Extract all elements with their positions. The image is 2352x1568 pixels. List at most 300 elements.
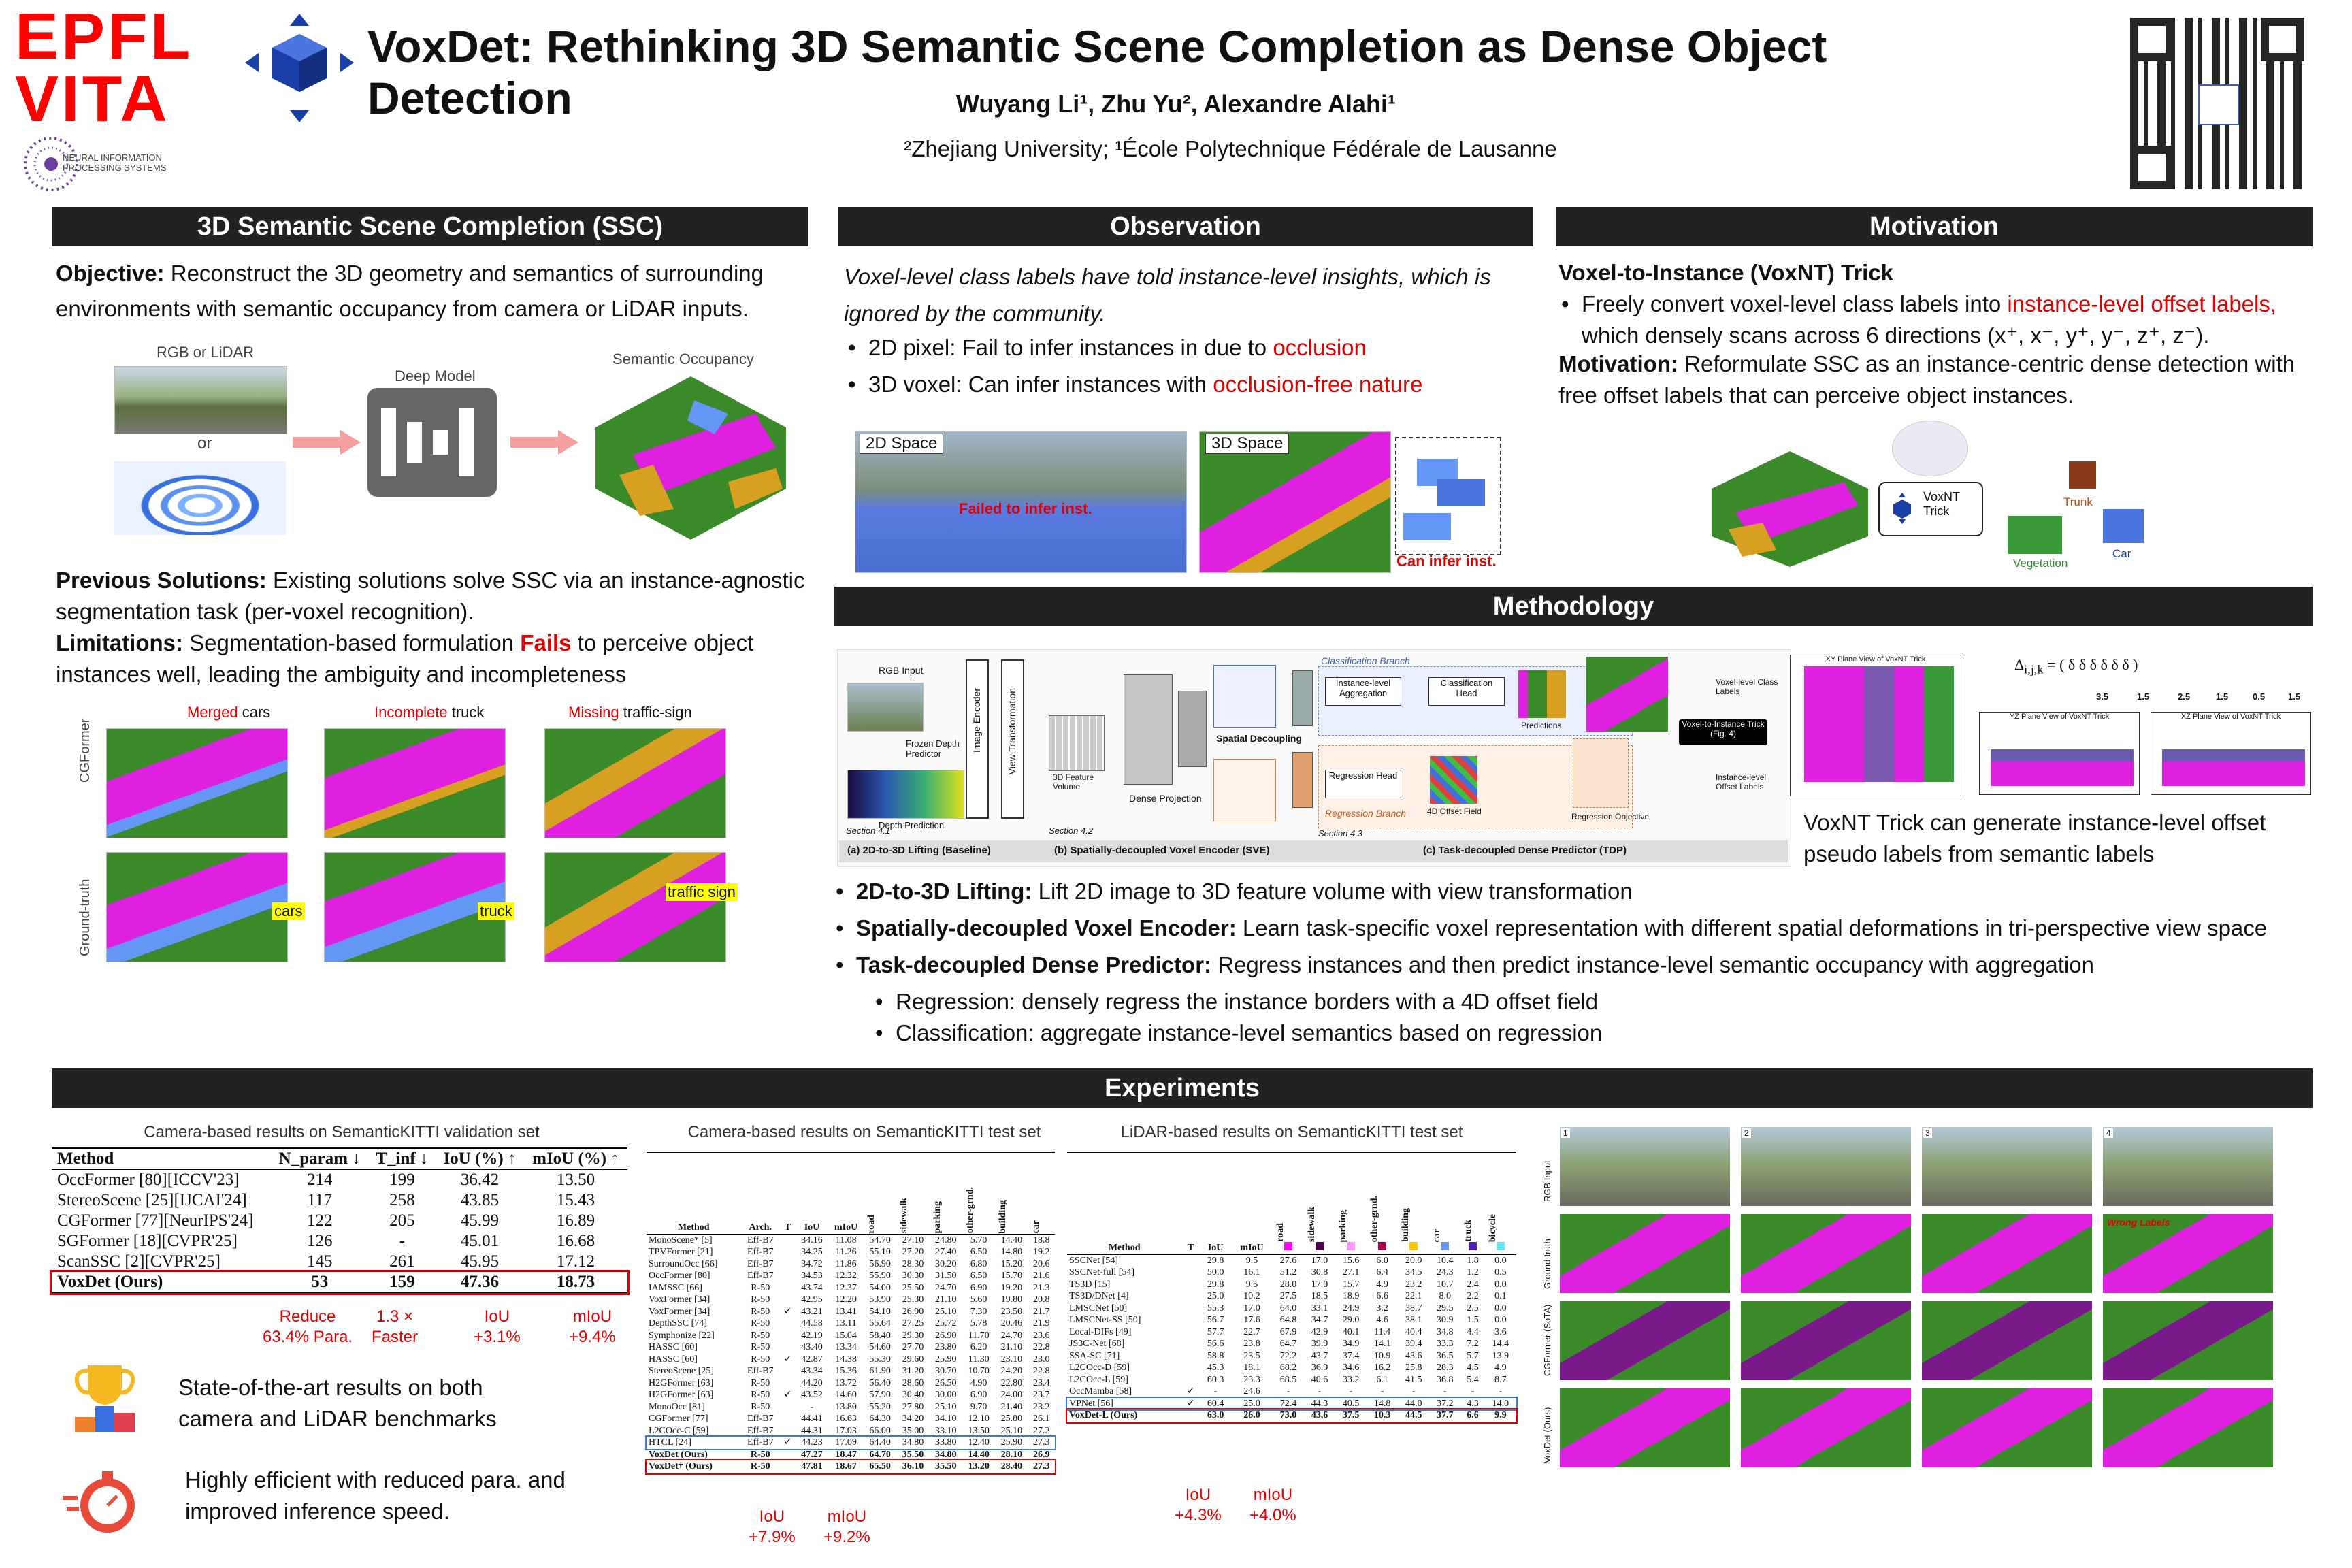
viz-row-label: VoxDet (Ours) [1542,1407,1552,1463]
table-row [52,1211,627,1231]
fig-rgb-label: RGB Input [879,665,924,676]
table-row [1067,1338,1516,1350]
wrong-labels-tag: Wrong Labels [2107,1217,2170,1228]
table-cell: 5.60 [970,1294,987,1305]
table-cell: 53.90 [869,1294,891,1305]
gain-annotation [823,1507,870,1548]
gain-line: +7.9% [749,1528,796,1546]
table-cell: IAMSSC [66] [649,1282,702,1293]
table-cell: 199 [389,1171,415,1189]
viz-cell [1741,1127,1911,1206]
table-cell [780,1234,796,1246]
table-cell: 37.4 [1342,1350,1360,1361]
table-cell: 21.40 [1000,1401,1023,1412]
observation-lead: Voxel-level class labels have told instance-level insights, which is ignored by the community. [844,264,1491,326]
table-cell: 23.8 [1243,1339,1260,1349]
method-sub-bullet-2: Classification: aggregate instance-level semantics based on regression [896,1020,1603,1045]
table-cell: 34.9 [1342,1339,1360,1349]
tag-cars: cars [272,902,305,920]
table-cell: VoxDet-L (Ours) [1069,1410,1138,1420]
t2-caption: Camera-based results on SemanticKITTI test set [687,1123,1041,1141]
table-cell: 68.2 [1279,1362,1297,1373]
t3-header [1273,1152,1304,1254]
viz-cell [1922,1301,2092,1380]
t2-header [962,1152,995,1234]
t3-header-label: road [1275,1223,1286,1242]
table-cell: 22.8 [1033,1366,1050,1376]
table-cell: Symphonize [22] [649,1330,715,1341]
table-cell: 47.36 [460,1273,500,1291]
table-cell: 25.30 [902,1294,924,1305]
table-cell: CGFormer [77] [649,1414,708,1424]
class-swatch [1497,1242,1505,1250]
motivation-text: Motivation: Reformulate SSC as an instance-centric dense detection with free offset labels that can perceive object instances. [1558,351,2296,408]
t2-header [995,1152,1028,1234]
gain-line: Faster [372,1328,419,1346]
table-cell: DepthSSC [74] [649,1318,707,1328]
table-cell: 36.5 [1437,1350,1454,1361]
table-row [647,1330,1055,1342]
t3-gains [1175,1485,1311,1539]
table-cell: 20.46 [1000,1318,1023,1328]
t2-header [864,1152,896,1234]
table-cell: 3.2 [1376,1303,1388,1313]
table-cell: 0.5 [1494,1267,1507,1277]
viz-col-index: 2 [1742,1128,1751,1138]
table-cell: 40.6 [1311,1374,1328,1385]
table-cell: 12.32 [835,1271,857,1281]
table-cell: 20.8 [1033,1294,1050,1305]
t3-header: T [1188,1243,1194,1253]
table-cell: L2COcc-D [59] [1069,1362,1130,1373]
table-cell: 20.9 [1405,1255,1422,1266]
table-cell: 29.30 [902,1330,924,1341]
table-cell: R-50 [751,1318,770,1328]
table-cell: 159 [389,1273,415,1291]
table-cell [1181,1362,1200,1374]
table-cell: 64.40 [869,1437,891,1448]
table-cell: 14.60 [835,1390,857,1400]
gain-line: 63.4% Para. [263,1328,353,1346]
table-cell: 14.8 [1373,1398,1391,1409]
table-cell: 13.72 [835,1377,857,1388]
table-cell: Eff-B7 [747,1235,774,1245]
fig-dense-label: Dense Projection [1129,793,1202,804]
table-cell: 0.0 [1494,1315,1507,1325]
t3-header-label: car [1432,1228,1443,1242]
table-cell: 34.80 [902,1437,924,1448]
table-cell: 10.3 [1373,1410,1391,1420]
gain-annotation [372,1307,418,1348]
table-cell: 24.70 [1000,1330,1023,1341]
table-cell: 64.70 [869,1449,891,1460]
t3-header [1304,1152,1335,1254]
viz-cell [1560,1127,1730,1206]
table-cell: 30.8 [1311,1267,1328,1277]
table-cell: 33.2 [1342,1374,1360,1385]
table-cell: 17.0 [1311,1279,1328,1290]
table-cell: R-50 [751,1401,770,1412]
table-row [647,1306,1055,1318]
table-cell: 18.8 [1033,1235,1050,1245]
table-cell: 5.70 [970,1235,987,1245]
table-cell: 33.10 [935,1425,957,1436]
table-cell: 43.34 [801,1366,823,1376]
table-cell: 6.4 [1376,1267,1388,1277]
table-cell: 6.20 [970,1342,987,1352]
viz-row-label: CGFormer (SoTA) [1542,1304,1552,1376]
table-cell: - [1411,1386,1416,1396]
table-cell: 34.80 [935,1449,957,1460]
table-cell: 42.19 [801,1330,823,1341]
table-cell: StereoScene [25] [649,1366,715,1376]
table-cell: 64.30 [869,1414,891,1424]
viz-row-label: Ground-truth [1542,1239,1552,1289]
table-cell: 45.99 [460,1211,500,1230]
table-cell: 6.90 [970,1390,987,1400]
fig-reg-branch: Regression Branch [1325,808,1407,819]
observation-bullet-1: 2D pixel: Fail to infer instances in due to occlusion [868,335,1367,360]
table-cell: 54.60 [869,1342,891,1352]
t3-header-label: bicycle [1487,1213,1498,1242]
table-cell: 4.3 [1467,1398,1479,1409]
fig-reg-head: Regression Head [1325,770,1401,798]
table-cell [780,1318,796,1330]
class-swatch [1378,1242,1386,1250]
table-cell: 15.6 [1342,1255,1360,1266]
table-cell: ✓ [783,1390,792,1400]
table-cell [1181,1326,1200,1339]
table-cell: 34.5 [1405,1267,1422,1277]
table-cell: 28.0 [1279,1279,1297,1290]
table-cell: 13.41 [835,1306,857,1317]
table-cell: 16.1 [1243,1267,1260,1277]
lidar-input-image [114,461,286,535]
gain-line: +4.3% [1175,1506,1222,1524]
vegetation-voxels [2008,516,2062,554]
table-cell: 23.0 [1033,1354,1050,1365]
table-cell: 18.5 [1311,1291,1328,1301]
row-label-gt: Ground-truth [78,879,93,956]
class-swatch [1409,1242,1418,1250]
table-cell: - [1349,1386,1353,1396]
gain-line: mIoU [1253,1486,1293,1504]
epfl-logo-text: EPFL [15,0,193,73]
table-cell: 73.0 [1279,1410,1297,1420]
table-cell: 11.70 [968,1330,990,1341]
table-cell: R-50 [750,1461,770,1471]
table-cell: 11.86 [835,1258,857,1269]
fig-val-4: 0.5 [2253,691,2266,702]
table-cell: 126 [307,1232,333,1250]
table-row [1067,1279,1516,1291]
table-cell: 14.4 [1492,1339,1509,1349]
table-cell [1181,1267,1200,1279]
table-cell: 29.8 [1207,1255,1224,1266]
table-row-ours [52,1272,627,1293]
table-cell: 25.90 [935,1354,957,1365]
table-cell: 14.40 [968,1449,990,1460]
table-cell: R-50 [751,1330,770,1341]
table-cell: 12.40 [968,1437,990,1448]
table-cell: 24.80 [935,1235,957,1245]
table-cell: 72.2 [1279,1350,1297,1361]
poster-title: VoxDet: Rethinking 3D Semantic Scene Completion as Dense Object Detection [368,21,1827,123]
motivation-heading: Motivation [1556,207,2313,246]
table-cell: 13.50 [556,1171,595,1189]
table-row [647,1449,1055,1461]
cube-arrows-icon [1886,493,1918,524]
table-cell: - [1318,1386,1322,1396]
fig-vtoi-box: Voxel-to-Instance Trick (Fig. 4) [1679,719,1767,745]
can-label: Can infer inst. [1396,553,1497,570]
table-cell: - [1213,1386,1218,1396]
table-cell: 23.7 [1033,1390,1050,1400]
qr-code[interactable] [2130,18,2304,189]
table-cell: 25.90 [1000,1437,1023,1448]
table-cell: 40.4 [1405,1326,1422,1337]
table-row [647,1246,1055,1258]
table-cell: 26.50 [935,1377,957,1388]
table-row [647,1460,1055,1473]
table-cell: SurroundOcc [66] [649,1258,718,1269]
fig-yz-label: YZ Plane View of VoxNT Trick [2009,713,2110,721]
table-row [52,1190,627,1211]
table-cell: 58.8 [1207,1350,1224,1361]
fig-spatial-label: Spatial Decoupling [1216,733,1303,744]
neurips-logo-text: NEURAL INFORMATION PROCESSING SYSTEMS [63,152,167,173]
tag-2d-space: 2D Space [860,434,943,454]
table-cell: 42.95 [801,1294,823,1305]
table-cell: 60.4 [1207,1398,1224,1409]
table-cell: TS3D/DNet [4] [1069,1291,1129,1301]
t3-header [1398,1152,1429,1254]
table-cell: 25.10 [935,1306,957,1317]
table-cell: 6.0 [1376,1255,1388,1266]
cgformer-case-2 [324,728,506,838]
table-cell: 25.50 [902,1282,924,1293]
viz-cell [1741,1214,1911,1293]
table-cell: 17.12 [556,1252,595,1271]
point-efficient: Highly efficient with reduced para. and improved inference speed. [185,1467,566,1524]
table-cell: 15.43 [556,1191,595,1209]
table-cell: 56.40 [869,1377,891,1388]
fig-offset-label: 4D Offset Field [1427,806,1482,816]
vita-logo-text: VITA [15,63,170,135]
table-cell: VoxDet† (Ours) [649,1461,713,1471]
table-row [647,1294,1055,1306]
table-cell: HASSC [60] [649,1342,698,1352]
table-cell: 122 [307,1211,333,1230]
gt-case-1 [106,852,288,962]
table-cell: 2.2 [1467,1291,1479,1301]
label-car: Car [2112,547,2132,560]
table-cell: 24.70 [935,1282,957,1293]
table-cell: 38.7 [1405,1303,1422,1313]
observation-instance-zoom [1395,437,1501,555]
table-cell: 26.90 [935,1330,957,1341]
t2-header: mIoU [834,1222,858,1232]
fig-cls-head: Classification Head [1428,677,1505,706]
table-cell: 23.10 [1000,1354,1023,1365]
table-cell: 261 [389,1252,415,1271]
table-cell: 21.10 [1000,1342,1023,1352]
table-cell: ✓ [783,1437,792,1448]
table-cell: 61.90 [869,1366,891,1376]
table-cell: 23.4 [1033,1377,1050,1388]
table-cell: 29.0 [1342,1315,1360,1325]
rgb-input-thumb [847,683,924,732]
fig-depth-label: Depth Prediction [879,820,945,830]
table-cell: 27.80 [902,1401,924,1412]
table-cell: 13.9 [1492,1350,1509,1361]
t2-header [930,1152,962,1234]
table-cell: 30.30 [902,1271,924,1281]
table-cell: 2.5 [1467,1303,1479,1313]
observation-bullet-2: 3D voxel: Can infer instances with occlusion-free nature [868,372,1423,397]
table-cell [1181,1279,1200,1291]
gain-annotation [569,1307,616,1348]
table-cell [1181,1290,1200,1303]
trick-title: Voxel-to-Instance (VoxNT) Trick [1558,260,1894,285]
fig-encoder-label: Image Encoder [971,688,982,753]
table-cell: 27.10 [902,1235,924,1245]
gain-line: IoU [1185,1486,1211,1504]
arrow-icon [510,429,578,456]
viz-cell [1741,1388,1911,1467]
table-cell: 64.7 [1279,1339,1297,1349]
table-row [1067,1326,1516,1339]
t1-caption: Camera-based results on SemanticKITTI validation set [144,1123,540,1141]
table-cell [780,1246,796,1258]
table-row [1067,1267,1516,1279]
table-cell: 42.9 [1311,1326,1328,1337]
table-row [52,1170,627,1191]
class-swatch [1316,1242,1324,1250]
table-cell [780,1449,796,1461]
table-row [52,1231,627,1252]
table-cell: 12.20 [835,1294,857,1305]
table-cell: 6.50 [970,1247,987,1257]
table-cell: SSA-SC [71] [1069,1350,1120,1361]
table-row [1067,1398,1516,1410]
table-cell: VoxDet (Ours) [57,1273,163,1291]
t1-header: Method [57,1149,114,1168]
table-cell: 30.20 [935,1258,957,1269]
table-cell: 2.4 [1467,1279,1479,1290]
table-cell: 43.40 [801,1342,823,1352]
table-row [647,1318,1055,1330]
table-cell: 26.9 [1033,1449,1050,1460]
table-cell: 28.3 [1437,1362,1454,1373]
table-cell: 4.9 [1376,1279,1388,1290]
table-cell: 30.00 [935,1390,957,1400]
gain-annotation [1175,1485,1222,1526]
table-cell: 36.8 [1437,1374,1454,1385]
table-cell: 21.10 [935,1294,957,1305]
table-cell: 13.50 [968,1425,990,1436]
table-cell: 15.04 [835,1330,857,1341]
validation-table [52,1147,627,1294]
table-row [1067,1314,1516,1326]
table-cell: 23.80 [935,1342,957,1352]
limitations-text-a: Segmentation-based formulation [183,630,521,655]
table-cell: 37.5 [1342,1410,1360,1420]
gain-line: +9.4% [569,1328,616,1346]
table-cell: 55.30 [869,1354,891,1365]
table-cell: 10.7 [1437,1279,1454,1290]
table-cell: 4.5 [1467,1362,1479,1373]
table-cell [780,1282,796,1294]
table-cell: - [810,1401,814,1412]
table-cell [1181,1374,1200,1386]
tag-3d-space: 3D Space [1205,434,1289,454]
fig-view-label: View Transformation [1007,688,1017,775]
table-cell: 65.50 [869,1461,891,1471]
table-cell: 43.52 [801,1390,823,1400]
table-cell: 36.10 [902,1461,924,1471]
table-cell: 9.9 [1494,1410,1507,1420]
table-cell [1181,1314,1200,1326]
t2-gains [749,1507,885,1561]
stopwatch-icon [63,1469,143,1537]
fig-inst-agg: Instance-level Aggregation [1325,677,1401,706]
viz-col-index: 1 [1561,1128,1570,1138]
table-cell: 8.0 [1439,1291,1452,1301]
fails-word: Fails [520,630,572,655]
table-cell: 26.0 [1243,1410,1260,1420]
table-cell: 23.50 [1000,1306,1023,1317]
table-cell: 44.31 [801,1425,823,1436]
fig-cls-branch: Classification Branch [1321,655,1410,666]
depth-pred-thumb [847,770,964,819]
table-row [1067,1362,1516,1374]
table-cell: 36.42 [460,1171,500,1189]
table-cell: 6.6 [1467,1410,1479,1420]
table-cell: Local-DIFs [49] [1069,1326,1132,1337]
table-cell: 145 [307,1252,333,1271]
table-cell: 31.20 [902,1366,924,1376]
table-row [52,1252,627,1272]
table-row [647,1270,1055,1282]
t3-caption: LiDAR-based results on SemanticKITTI test set [1120,1123,1463,1141]
table-row [1067,1254,1516,1267]
table-cell: 27.6 [1279,1255,1297,1266]
table-cell: 43.6 [1405,1350,1422,1361]
t2-header-label: road [866,1214,877,1234]
viz-cell [1560,1214,1730,1293]
table-cell: 18.67 [835,1461,857,1471]
table-cell: 34.72 [801,1258,823,1269]
t2-header: Arch. [749,1222,772,1232]
table-cell: - [399,1232,406,1250]
table-cell: 64.0 [1279,1303,1297,1313]
tag-traffic-sign: traffic sign [666,883,738,901]
ssc-pipeline-figure [102,340,796,544]
table-cell: 43.6 [1311,1410,1328,1420]
fig-val-2: 2.5 [2178,691,2191,702]
viz-cell [1922,1127,2092,1206]
table-cell: 55.10 [869,1247,891,1257]
t3-header-label: sidewalk [1306,1206,1317,1242]
viz-col-index: 4 [2104,1128,2113,1138]
table-cell [780,1401,796,1414]
table-cell: 33.80 [935,1437,957,1448]
table-cell: SSCNet-full [54] [1069,1267,1135,1277]
t2-header-label: other-grnd. [964,1187,975,1234]
table-cell: 14.80 [1000,1247,1023,1257]
table-cell: 11.26 [835,1247,857,1257]
